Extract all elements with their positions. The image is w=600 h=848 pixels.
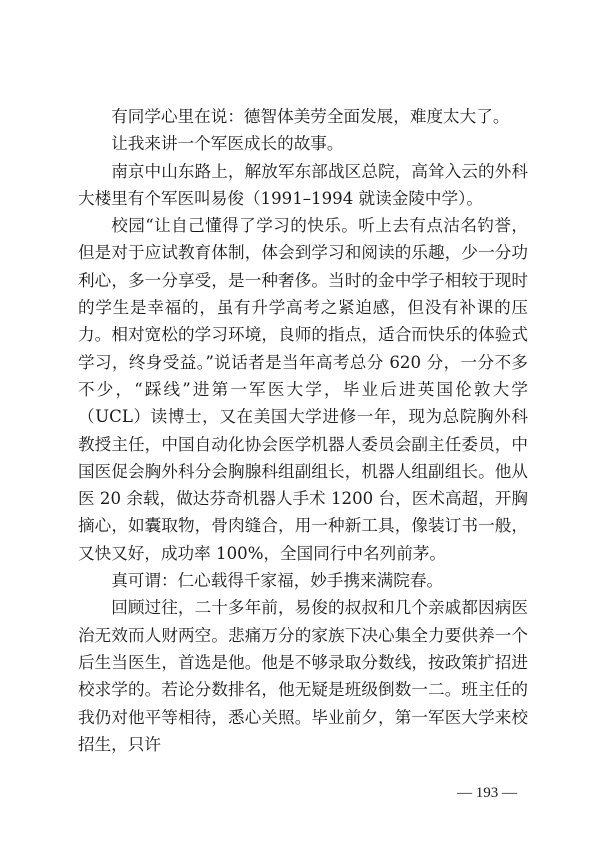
body-text [78, 103, 528, 758]
paragraph: 校园“让自己懂得了学习的快乐。听上去有点沽名钓誉，但是对于应试教育体制，体会到学习和阅读的乐趣，少一分功利心，多一分享受，是一种奢侈。当时的金中学子相较于现时的学生是幸福的，虽有升学高考之紧迫感，但没有补课的压力。相对宽松的学习环境，良师的指点，适合而快乐的体验式学习，终身受益。”说话者是当年高考总分 620 分，一分不多不少，“踩线”进第一军医大学，毕业后进英国伦敦大学（UCL）读博士，又在美国大学进修一年，现为总院胸外科教授主任，中国自动化协会医学机器人委员会副主任委员，中国医促会胸外科分会胸腺科组副组长，机器人组副组长。他从医 20 余载，做达芬奇机器人手术 1200 台，医术高超，开胸摘心，如囊取物，骨肉缝合，用一种新工具，像装订书一般，又快又好，成功率 100%，全国同行中名列前茅。 [78, 216, 528, 563]
page-number: — 193 — [457, 785, 517, 801]
paragraph: 南京中山东路上，解放军东部战区总院，高耸入云的外科大楼里有个军医叫易俊（1991–1994 就读金陵中学）。 [78, 161, 528, 208]
paragraph: 回顾过往，二十多年前，易俊的叔叔和几个亲戚都因病医治无效而人财两空。悲痛万分的家族下决心集全力要供养一个后生当医生，首选是他。他是不够录取分数线，按政策扩招进校求学的。若论分数排名，他无疑是班级倒数一二。班主任的我仍对他平等相待，悉心关照。毕业前夕，第一军医大学来校招生，只许 [78, 598, 528, 754]
paragraph: 有同学心里在说：德智体美劳全面发展，难度太大了。 [111, 107, 510, 126]
paragraph: 真可谓：仁心载得千家福，妙手携来满院春。 [111, 571, 444, 591]
paragraph: 让我来讲一个军医成长的故事。 [111, 134, 344, 154]
